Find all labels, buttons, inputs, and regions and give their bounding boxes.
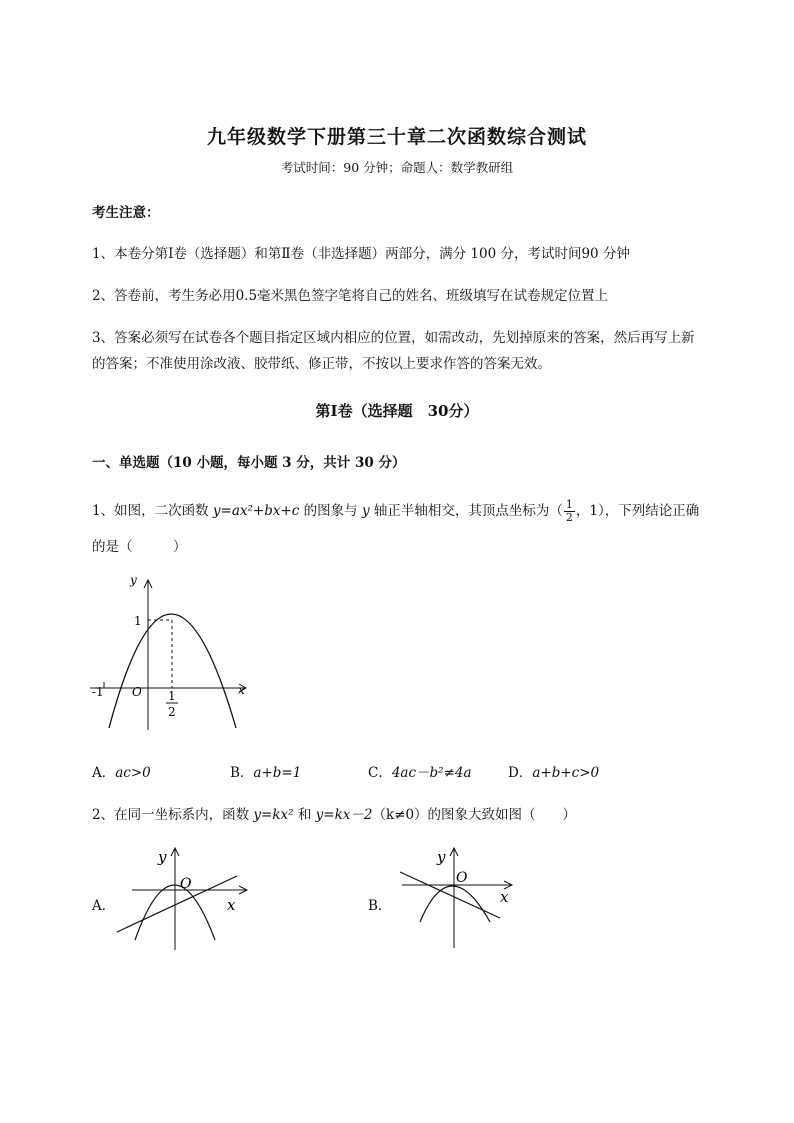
q2-option-a-letter: A．	[92, 898, 116, 914]
origin-label: O	[456, 870, 468, 886]
q1-formula: y=ax²+bx+c	[212, 503, 300, 519]
q2-mid: 和	[293, 807, 316, 823]
half-numerator: 1	[168, 689, 176, 703]
q1-option-b	[230, 761, 301, 781]
q1-mid2: 轴正半轴相交，其顶点坐标为（	[369, 503, 563, 519]
option-c-text: 4ac－b²≠4a	[391, 765, 472, 781]
q2-condition: （k≠0）的图象大致如图（ ）	[372, 807, 577, 823]
q2-func-2: y=kx－2	[315, 807, 373, 823]
q1-frac-num: 1	[565, 498, 573, 511]
y-label: y	[158, 848, 167, 866]
q2-prefix: 2、在同一坐标系内，函数	[92, 807, 254, 823]
question-1-line2: 的是（ ）	[92, 539, 187, 555]
x-label: x	[238, 683, 245, 697]
q1-vertex-fraction	[564, 499, 575, 524]
q1-mid: 的图象与	[299, 503, 362, 519]
q2-option-b-letter: B．	[368, 898, 392, 914]
page-title: 九年级数学下册第三十章二次函数综合测试	[206, 126, 587, 148]
x-label: x	[500, 888, 509, 906]
option-a-letter: A．	[92, 765, 116, 781]
question-1-line1	[92, 499, 699, 524]
option-d-letter: D．	[508, 765, 533, 781]
q1-yvar: y	[361, 503, 370, 519]
option-d-text: a+b+c>0	[532, 765, 600, 781]
q1-option-a	[92, 761, 151, 781]
q1-parabola-figure	[86, 570, 256, 735]
y-label: y	[130, 573, 137, 587]
origin-label: O	[132, 685, 142, 699]
exam-subtitle: 考试时间：90 分钟；命题人：数学教研组	[280, 160, 514, 175]
linear-function-line	[400, 872, 500, 918]
question-2-line	[92, 803, 576, 823]
q2-figure-a	[112, 840, 252, 955]
option-b-letter: B．	[230, 765, 254, 781]
notice-item-1: 1、本卷分第Ⅰ卷（选择题）和第Ⅱ卷（非选择题）两部分，满分 100 分，考试时间90 分钟	[92, 246, 630, 262]
parabola-curve	[420, 886, 490, 922]
notice-item-2: 2、答卷前，考生务必用0.5毫米黑色签字笔将自己的姓名、班级填写在试卷规定位置上	[92, 288, 609, 304]
q1-suffix: ，1），下列结论正确	[575, 503, 700, 519]
q1-option-c	[368, 761, 472, 781]
q1-frac-den: 2	[565, 511, 573, 524]
half-denominator: 2	[168, 705, 176, 719]
q1-prefix: 1、如图，二次函数	[92, 503, 213, 519]
option-b-text: a+b=1	[253, 765, 302, 781]
option-a-text: ac>0	[115, 765, 151, 781]
x-label: x	[227, 896, 236, 914]
notice-item-3-line2: 的答案；不准使用涂改液、胶带纸、修正带，不按以上要求作答的答案无效。	[92, 356, 551, 372]
section-heading: 一、单选题（10 小题，每小题 3 分，共计 30 分）	[92, 455, 406, 471]
label-neg-one: -1	[92, 685, 104, 699]
q1-option-d	[508, 761, 599, 781]
label-one: 1	[134, 614, 142, 628]
option-c-letter: C．	[368, 765, 392, 781]
q2-figure-b	[392, 840, 522, 955]
notice-heading: 考生注意：	[92, 205, 160, 221]
y-label: y	[437, 848, 446, 866]
q2-func-1: y=kx²	[253, 807, 294, 823]
origin-label: O	[180, 876, 192, 892]
part1-title: 第Ⅰ卷（选择题 30分）	[315, 402, 479, 420]
linear-function-line	[117, 876, 237, 932]
notice-item-3-line1: 3、答案必须写在试卷各个题目指定区域内相应的位置，如需改动，先划掉原来的答案，然后再写上新	[92, 330, 695, 346]
